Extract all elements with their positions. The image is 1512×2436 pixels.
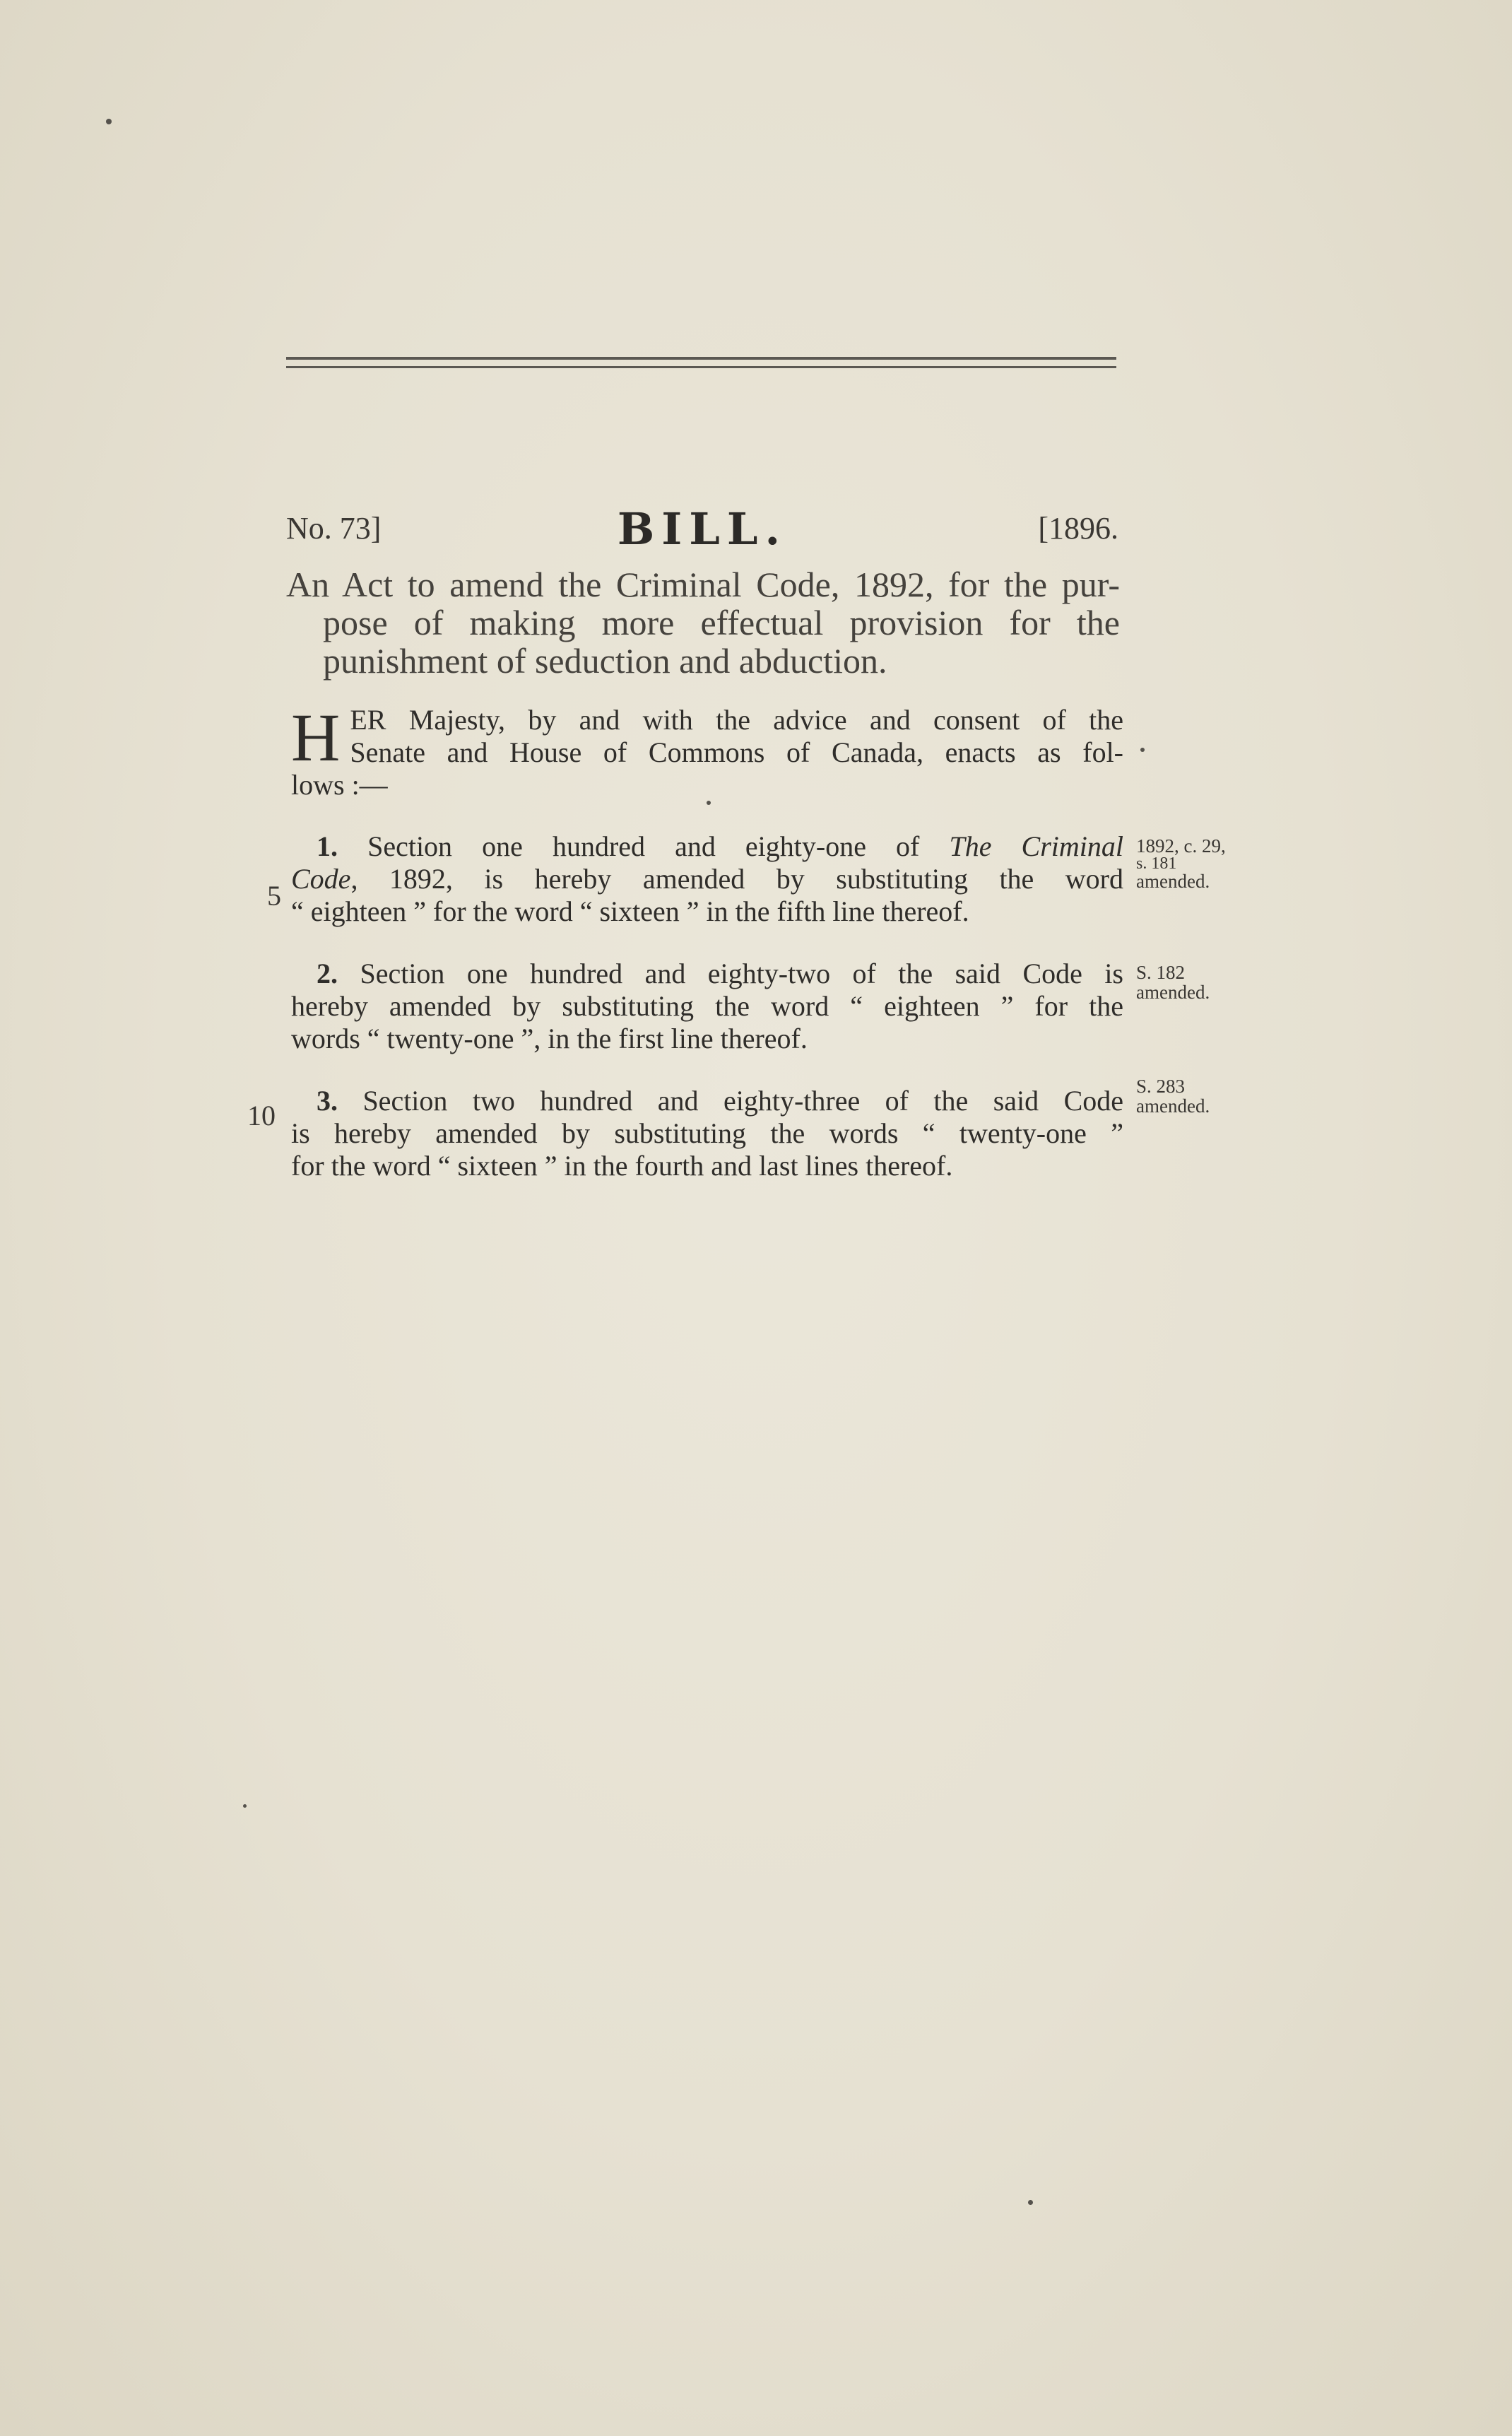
section-1	[291, 830, 1123, 928]
line-number-10: 10	[247, 1100, 276, 1131]
section-3-line-1	[291, 1085, 1123, 1117]
section-3-line-2: is hereby amended by substituting the words “ twenty-one ”	[291, 1117, 1123, 1149]
header-rule-top	[286, 357, 1116, 360]
paper-speck	[243, 1804, 247, 1808]
act-title-line-3: punishment of seduction and abduction.	[323, 641, 887, 681]
enacting-line-3: lows :—	[291, 769, 388, 801]
section-1-line-1	[291, 830, 1123, 863]
enacting-line-1: ER Majesty, by and with the advice and consent of the	[350, 704, 1123, 736]
margin-note-1-line-3: amended.	[1136, 871, 1210, 892]
margin-note-1	[1136, 836, 1263, 891]
act-title-line-2: pose of making more effectual provision for the	[323, 603, 1120, 642]
margin-note-1-line-1: 1892, c. 29,	[1136, 835, 1226, 857]
section-3-line-3: for the word “ sixteen ” in the fourth and last lines thereof.	[291, 1150, 953, 1182]
section-1-code-word: Code	[291, 863, 351, 895]
margin-note-2-line-1: S. 182	[1136, 962, 1186, 983]
line-number-5: 5	[267, 880, 281, 912]
section-2-line-2: hereby amended by substituting the word “ eighteen ” for the	[291, 990, 1123, 1022]
section-1-number: 1.	[317, 830, 338, 862]
section-1-line-2	[291, 863, 1123, 895]
paper-speck	[1140, 748, 1145, 752]
enacting-line-2: Senate and House of Commons of Canada, enacts as fol-	[350, 736, 1123, 768]
margin-note-3-line-2: amended.	[1136, 1095, 1210, 1117]
section-1-text-a: Section one hundred and eighty-one of	[367, 830, 920, 862]
bill-title: BILL.	[617, 503, 788, 555]
drop-cap: H	[291, 700, 341, 775]
enacting-clause	[291, 700, 1123, 801]
header-rule-bottom	[286, 366, 1116, 368]
margin-note-2-line-2: amended.	[1136, 982, 1210, 1003]
section-2-number: 2.	[317, 958, 338, 989]
section-3-number: 3.	[317, 1085, 338, 1117]
act-title	[286, 565, 1120, 680]
section-3	[291, 1085, 1123, 1182]
section-2-line-1	[291, 958, 1123, 990]
margin-note-3	[1136, 1076, 1263, 1116]
section-1-line-3: “ eighteen ” for the word “ sixteen ” in the fifth line thereof.	[291, 895, 969, 927]
section-1-text-b: , 1892, is hereby amended by substituting the word	[350, 863, 1123, 895]
paper-speck	[1028, 2200, 1033, 2205]
section-3-text-a: Section two hundred and eighty-three of the said Code	[362, 1085, 1124, 1117]
act-title-line-1: An Act to amend the Criminal Code, 1892, for the pur-	[286, 565, 1120, 604]
section-1-code-title: The Criminal	[949, 830, 1124, 862]
paper-speck	[106, 119, 112, 124]
margin-note-3-line-1: S. 283	[1136, 1076, 1186, 1097]
bill-year: [1896.	[1038, 511, 1118, 546]
bill-number: No. 73]	[286, 511, 382, 546]
section-2-text-a: Section one hundred and eighty-two of the said Code is	[360, 958, 1124, 989]
margin-note-1-line-2: s. 181	[1136, 854, 1177, 873]
section-2	[291, 958, 1123, 1055]
margin-note-2	[1136, 963, 1263, 1002]
paper-speck	[707, 801, 711, 805]
bill-header	[286, 503, 1118, 553]
section-2-line-3: words “ twenty-one ”, in the first line thereof.	[291, 1023, 808, 1054]
